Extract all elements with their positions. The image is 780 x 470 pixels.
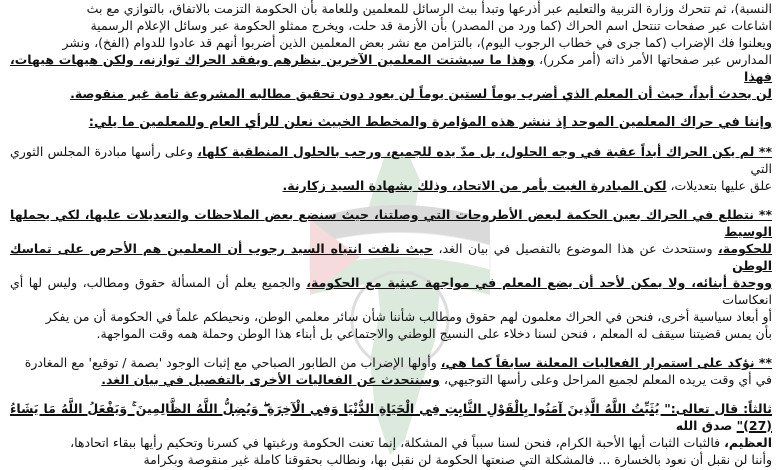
text-line	[10, 400, 772, 434]
paragraph-conspiracy	[10, 0, 772, 102]
emphasis-text: لكن المبادرة الغيت بأمر من الاتحاد، وذلك بشهادة السيد زكارنة.	[282, 178, 667, 193]
emphasis-text: وهذا ما سيشتت المعلمين الآخرين بنظرهم ويفقد الحراك توازنه، ولكن هيهات هيهات، فهذا	[10, 52, 772, 84]
text-line	[10, 240, 772, 274]
text-span: علق عليها بتعديلات،	[666, 178, 772, 193]
text-line: بأن يمس قضيتنا سيقف له المعلم ، فنحن لسنا دخلاء على النسيج الوطني والاجتماعي بل أبناء هذا الوطن وحملة همه وقت المواجهة.	[96, 326, 772, 341]
section-heading: وإننا في حراك المعلمين الموحد إذ ننشر هذه المؤامرة والمخطط الخبيث نعلن للرأي العام وللمعلمين ما يلي:	[88, 115, 772, 130]
text-span: في أي وقت يريده المعلم لجميع المراحل وعلى رأسها التوجيهي،	[439, 372, 772, 387]
emphasis-text: وسنتحدث عن الفعاليات الأخرى بالتفصيل في بيان الغد.	[101, 372, 440, 387]
text-line	[10, 371, 772, 388]
emphasis-text: ** لم يكن الحراك أبداً عقبة في وجه الحلول، بل مدّ يده للجميع، ورحب بالحلول المنطقية كلها،	[197, 144, 772, 159]
emphasis-line: ** نتطلع في الحراك بعين الحكمة لبعض الأطروحات التي وصلتنا، حيث سنضع بعض الملاحظات والتعديلات عليها، لكي يحملها الوسيط	[10, 207, 772, 239]
emphasis-text: العظيم،	[724, 435, 772, 450]
text-span: وسنتحدث عن هذا الموضوع بالتفصيل في بيان الغد،	[433, 241, 719, 256]
text-line	[10, 51, 772, 85]
text-line: أو أبعاد سياسية أخرى، فنحن في الحراك معلمون لهم حقوق ومطالب شأننا شأن سائر معلمي الوطن، ونحيطكم علماً في الحكومة أن من يفكر	[45, 309, 772, 324]
text-line	[10, 274, 772, 308]
point-item-4	[10, 400, 772, 468]
emphasis-text: حيث نلفت انتباه السيد رجوب أن المعلمين هم الأحرص على تماسك الوطن	[10, 241, 772, 273]
text-span: وأولها الإضراب من الطابور الصباحي مع إثبات الوجود 'بصمة / توقيع' مع المغادرة	[24, 355, 441, 370]
text-line: اشاعات عبر صفحات تنتحل اسم الحراك (كما ورد من المصدر) بأن الأزمة قد حلت، ويخرج ممثلو الحكومة عبر وسائل الإعلام الرسمية	[90, 18, 772, 33]
text-line: ويعلنوا فك الإضراب (كما جرى في خطاب الرجوب اليوم)، بالتزامن مع نشر بعض المعلمين الذين أضربوا أنهم قد عادوا للدوام (الفخ)، ونشر	[62, 35, 772, 50]
emphasis-text: ** نؤكد على استمرار الفعاليات المعلنة سابقاً كما هي،	[440, 355, 772, 370]
text-line	[10, 177, 772, 194]
text-line: النسبة)، ثم تتحرك وزارة التربية والتعليم عبر أذرعها وتبدأ ببث الرسائل للمعلمين وللعامة بأن الحكومة التزمت بالاتفاق، بالتوازي مع بث	[86, 1, 772, 16]
point-item-1	[10, 143, 772, 194]
text-line: وأننا لن نقبل أن نعود بالخسارة ... فالمشكلة التي صنعتها الحكومة لن نقبل بها، ونطالب بحقوقنا كاملة غير منقوصة وبكرامة	[143, 452, 772, 467]
text-span: المدارس عبر صفحاتها الأمر ذاته (أمر مكرر)،	[534, 52, 772, 67]
emphasis-text: ووحدة أبنائه، ولا يمكن لأحد أن يضع المعلم في مواجهة عبثية مع الحكومة،	[306, 275, 772, 290]
emphasis-line: لن يحدث أبداً، حيث أن المعلم الذي أضرب يوماً لستين يوماً لن يعود دون تحقيق مطالبه المشروعة تامة غير منقوصة.	[70, 86, 772, 101]
text-line	[10, 143, 772, 177]
text-line	[10, 434, 772, 451]
text-span: والجميع يعلم أن المسألة حقوق ومطالب، وليس لها أي انعكاسات	[10, 275, 772, 307]
text-line	[10, 354, 772, 371]
point-item-2	[10, 206, 772, 342]
point-item-3	[10, 354, 772, 388]
emphasis-text: للحكومة،	[718, 241, 772, 256]
text-span: فالثبات الثبات أيها الأحبة الكرام، فنحن لسنا سبباً في المشكلة، إنما تعنت الحكومة ورغبتها في كسرنا وتحكيم رأيها ببقاء اتحادها،	[70, 435, 725, 450]
emphasis-text: صدق الله	[675, 418, 737, 433]
text-span: وعلى رأسها مبادرة المجلس الثوري التي	[10, 144, 772, 176]
quran-verse: ثالثاً: قال تعالى:" يُثَبِّتُ اللَّهُ الَّذِينَ آمَنُوا بِالْقَوْلِ الثَّابِتِ فِي الْحَيَاةِ الدُّنْيَا وَفِي الْآخِرَةِ ۖ وَيُضِلُّ اللَّهُ الظَّالِمِينَ ۚ وَيَفْعَلُ اللَّهُ مَا يَشَاءُ (27)"	[10, 401, 772, 433]
